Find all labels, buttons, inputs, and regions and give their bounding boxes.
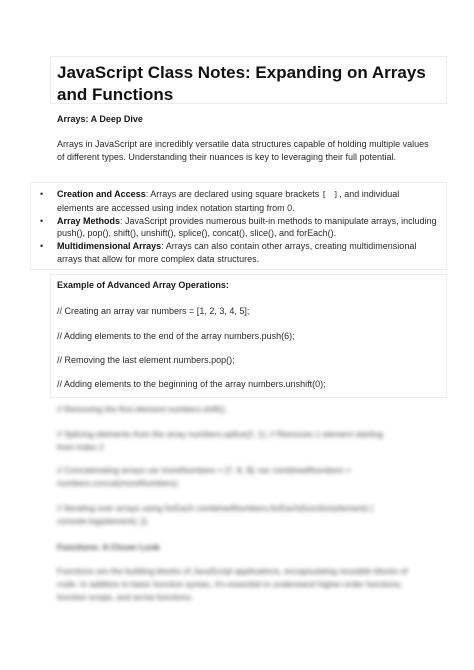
bullet-text: : JavaScript provides numerous built-in methods to manipulate arrays, including push(), pop(), shift(), unshift(), splice(), concat(), slice(), and forEach(). [57,215,437,238]
bullet-dot-icon: • [40,215,44,226]
code-line: // Adding elements to the beginning of the array numbers.unshift(0); [57,379,326,389]
code-line-blurred: // Concatenating arrays var moreNumbers = [7, 8, 9]; var combinedNumbers = numbers.concat(moreNumbers); [57,465,351,488]
bullet-term: Multidimensional Arrays [57,241,162,251]
bullet-dot-icon: • [40,241,44,251]
bullet-text: : Arrays can also contain other arrays, creating multidimensional arrays that allow for more complex data structures. [57,241,417,264]
bullet-dot-icon: • [40,189,44,199]
bullet-term: Creation and Access [57,189,146,199]
list-item [38,240,438,265]
bullet-text: , and individual elements are accessed using index notation starting from 0. [57,189,400,213]
list-item [38,188,438,214]
list-item [38,215,438,240]
code-line: // Creating an array var numbers = [1, 2, 3, 4, 5]; [57,306,250,316]
arrays-heading: Arrays: A Deep Dive [57,114,143,124]
code-line: // Adding elements to the end of the array numbers.push(6); [57,331,295,341]
example-heading: Example of Advanced Array Operations: [57,280,229,290]
functions-heading: Functions: A Closer Look [57,542,160,552]
functions-intro: Functions are the building blocks of JavaScript applications, encapsulating reusable blocks of code. In addition to basic function syntax, it's essential to understand higher-order functions, function scope, and arrow functions. [57,566,408,602]
bullet-term: Array Methods [57,215,121,226]
code-line-blurred: // Removing the first element numbers.shift(); [57,404,227,414]
arrays-intro: Arrays in JavaScript are incredibly versatile data structures capable of holding multiple values of different types. Understanding their nuances is key to leveraging their full potential. [57,139,429,162]
page-title: JavaScript Class Notes: Expanding on Arrays and Functions [57,63,426,104]
code-line: // Removing the last element numbers.pop(); [57,355,235,365]
arrays-bullet-list [38,188,438,266]
bracket-glyph: [ ] [321,190,340,199]
code-line-blurred: // Iterating over arrays using forEach combinedNumbers.forEach(function(element) { console.log(element); }); [57,503,374,526]
code-line-blurred: // Splicing elements from the array numbers.splice(2, 1); // Removes 1 element starting from index 2 [57,429,383,452]
bullet-text: : Arrays are declared using square brackets [145,189,322,199]
